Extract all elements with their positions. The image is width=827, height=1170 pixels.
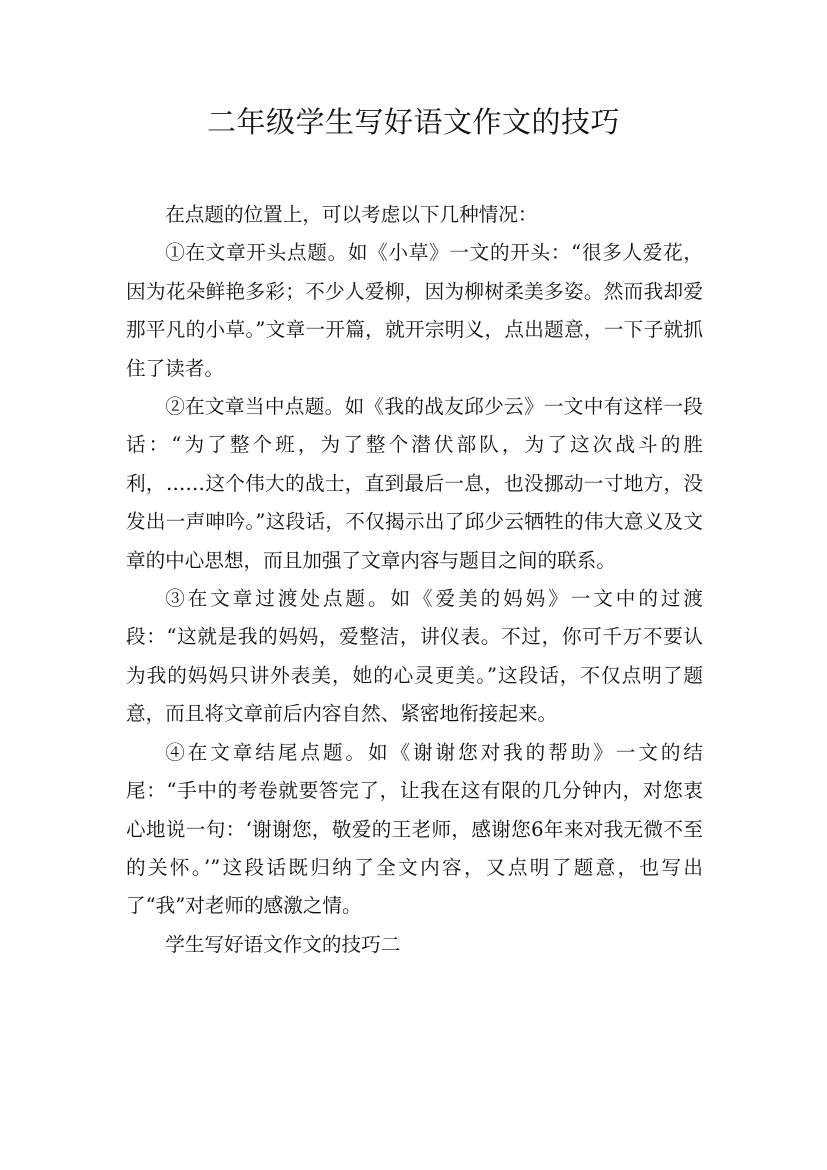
paragraph-point-2: ②在文章当中点题。如《我的战友邱少云》一文中有这样一段话：“为了整个班，为了整个潜伏部队，为了这次战斗的胜利，……这个伟大的战士，直到最后一息，也没挪动一寸地方，没发出一声呻吟。”这段话，不仅揭示出了邱少云牺牲的伟大意义及文章的中心思想，而且加强了文章内容与题目之间的联系。 (126, 395, 703, 572)
paragraph-point-1: ①在文章开头点题。如《小草》一文的开头：“很多人爱花，因为花朵鲜艳多彩；不少人爱柳，因为柳树柔美多姿。然而我却爱那平凡的小草。”文章一开篇，就开宗明义，点出题意，一下子就抓住了读者。 (126, 241, 703, 380)
section-heading-2: 学生写好语文作文的技巧二 (165, 932, 401, 956)
document-body (126, 196, 703, 964)
paragraph-point-3: ③在文章过渡处点题。如《爱美的妈妈》一文中的过渡段：“这就是我的妈妈，爱整洁，讲仪表。不过，你可千万不要认为我的妈妈只讲外表美，她的心灵更美。”这段话，不仅点明了题意，而且将文章前后内容自然、紧密地衔接起来。 (126, 587, 703, 726)
paragraph-point-4: ④在文章结尾点题。如《谢谢您对我的帮助》一文的结尾：“手中的考卷就要答完了，让我在这有限的几分钟内，对您衷心地说一句：‘谢谢您，敬爱的王老师，感谢您6年来对我无微不至的关怀。’”这段话既归纳了全文内容，又点明了题意，也写出了“我”对老师的感激之情。 (126, 740, 703, 918)
paragraph-intro: 在点题的位置上，可以考虑以下几种情况： (165, 203, 538, 226)
document-title: 二年级学生写好语文作文的技巧 (206, 105, 620, 139)
